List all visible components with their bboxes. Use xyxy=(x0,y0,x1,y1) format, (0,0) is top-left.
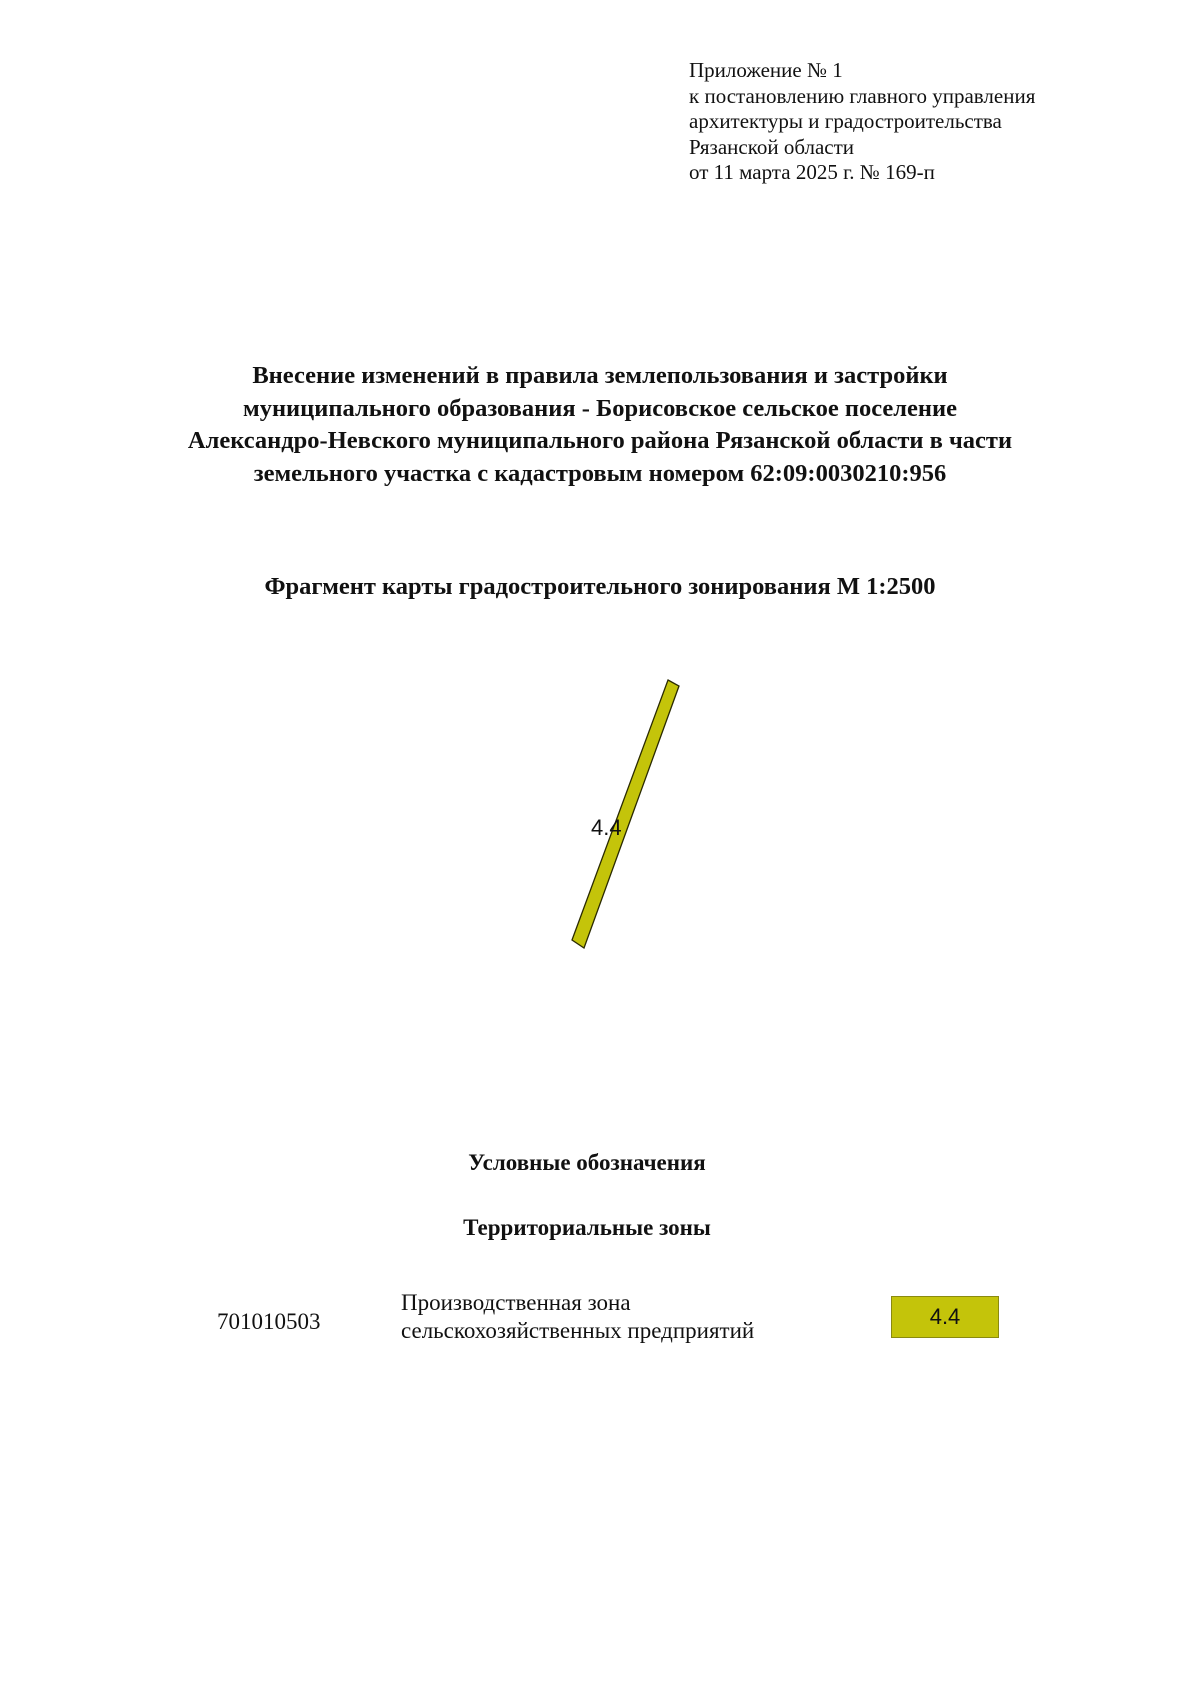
title-line: земельного участка с кадастровым номером 62:09:0030210:956 xyxy=(253,459,947,487)
title-line: Внесение изменений в правила землепользования и застройки xyxy=(252,362,948,389)
legend-description-line: сельскохозяйственных предприятий xyxy=(401,1318,755,1343)
legend-heading: Условные обозначения xyxy=(468,1150,706,1175)
appendix-line: Приложение № 1 xyxy=(689,58,843,82)
legend-zone-description xyxy=(401,1289,754,1345)
legend-zone-code: 701010503 xyxy=(217,1309,321,1334)
legend-subheading: Территориальные зоны xyxy=(463,1215,711,1240)
legend-zone-swatch: 4.4 xyxy=(891,1296,999,1338)
appendix-line: к постановлению главного управления xyxy=(689,83,1036,108)
title-line: Александро-Невского муниципального района Рязанской области в части xyxy=(187,427,1013,454)
appendix-line: Рязанской области xyxy=(689,134,855,159)
legend-item xyxy=(0,1285,1200,1345)
title-line: муниципального образования - Борисовское сельское поселение xyxy=(243,394,957,422)
zone-parcel-shape xyxy=(572,680,679,948)
map-subtitle: Фрагмент карты градостроительного зонирования М 1:2500 xyxy=(264,573,936,600)
appendix-line: архитектуры и градостроительства xyxy=(689,109,1002,133)
zone-parcel-label: 4.4 xyxy=(591,815,622,840)
appendix-date: от 11 марта 2025 г. № 169-п xyxy=(689,160,935,184)
legend-description-line: Производственная зона xyxy=(401,1290,631,1315)
